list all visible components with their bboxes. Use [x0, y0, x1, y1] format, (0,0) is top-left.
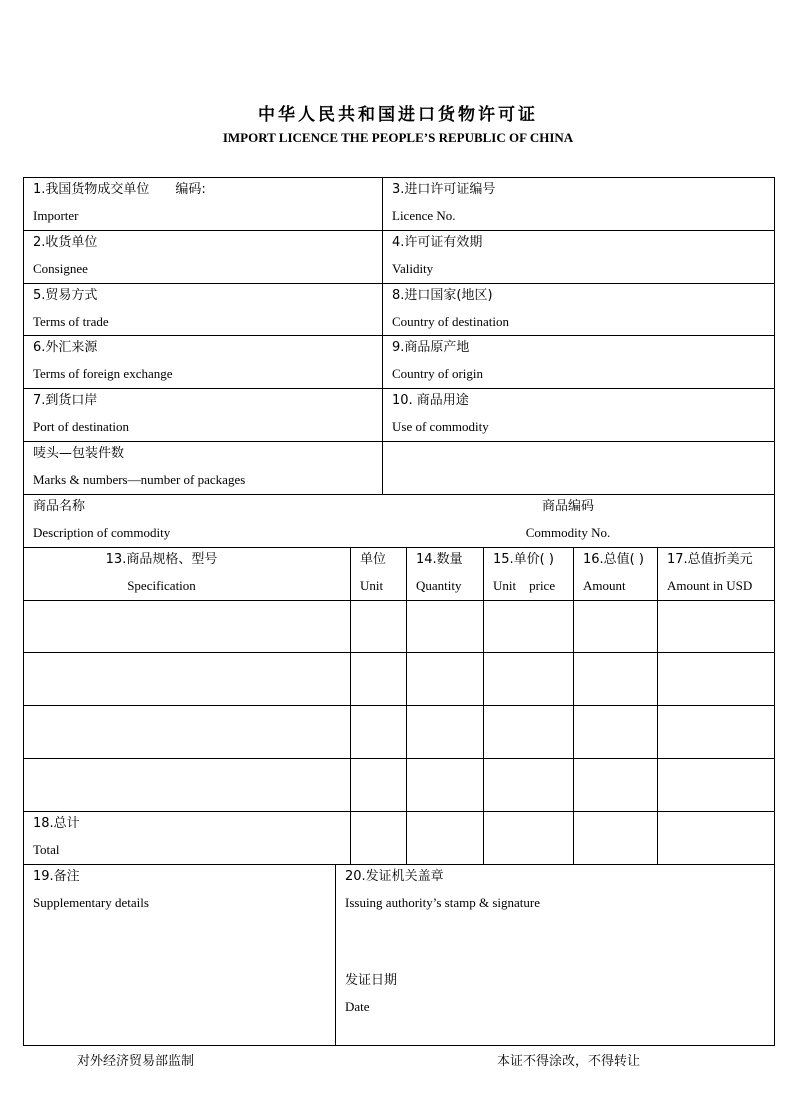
date-label-cn: 发证日期 [345, 973, 398, 988]
page-title-cn: 中华人民共和国进口货物许可证 [258, 105, 538, 125]
use-of-commodity-field [392, 388, 489, 440]
col-divider [335, 864, 336, 1046]
description-label-cn: 商品名称 [33, 499, 86, 514]
country-of-origin-field [392, 335, 483, 387]
col-divider [573, 547, 574, 864]
country-of-origin-label-en: Country of origin [392, 366, 483, 381]
importer-label-en: Importer [33, 208, 79, 223]
port-of-destination-label-cn: 7.到货口岸 [33, 393, 98, 408]
row-line [23, 652, 775, 653]
marks-field [33, 441, 245, 493]
column-header-label-en: Amount [583, 578, 626, 593]
page-title-en: IMPORT LICENCE THE PEOPLE’S REPUBLIC OF CHINA [222, 130, 574, 145]
use-of-commodity-label-en: Use of commodity [392, 419, 489, 434]
column-header-unit [360, 547, 386, 599]
commodity-no-label-en: Commodity No. [525, 525, 611, 540]
col-divider [350, 547, 351, 864]
terms-of-trade-label-en: Terms of trade [33, 314, 109, 329]
col-divider [483, 547, 484, 864]
supplementary-details-field [33, 864, 149, 916]
column-header-label-cn: 单位 [360, 552, 387, 567]
terms-of-foreign-exchange-label-en: Terms of foreign exchange [33, 366, 173, 381]
consignee-field [33, 230, 97, 282]
column-header-label-cn: 15.单价( ) [493, 552, 554, 567]
footer-no-alteration-note: 本证不得涂改，不得转让 [497, 1054, 641, 1069]
total-field [33, 811, 80, 863]
terms-of-trade-label-cn: 5.贸易方式 [33, 288, 98, 303]
column-header-label-en: Unit [360, 578, 384, 593]
supplementary-label-cn: 19.备注 [33, 869, 80, 884]
column-header-label-cn: 17.总值折美元 [667, 552, 753, 567]
commodity-no-label-cn: 商品编码 [541, 499, 594, 514]
port-of-destination-label-en: Port of destination [33, 419, 130, 434]
commodity-no-field [503, 494, 633, 546]
column-header-quantity [416, 547, 463, 599]
marks-label-cn: 唛头—包装件数 [33, 446, 125, 461]
licence-no-field [392, 177, 495, 229]
column-header-label-cn: 13.商品规格、型号 [105, 552, 218, 567]
border-right [774, 177, 775, 1046]
footer-supervision-note: 对外经济贸易部监制 [77, 1054, 195, 1069]
licence-form [23, 177, 775, 1046]
validity-field [392, 230, 482, 282]
column-header-specification [23, 547, 300, 599]
validity-label-cn: 4.许可证有效期 [392, 235, 483, 250]
border-left [23, 177, 24, 1046]
consignee-label-cn: 2.收货单位 [33, 235, 98, 250]
total-label-en: Total [33, 842, 60, 857]
column-header-amount-usd [667, 547, 753, 599]
country-of-destination-label-cn: 8.进口国家(地区) [392, 288, 493, 303]
stamp-label-en: Issuing authority’s stamp & signature [345, 895, 540, 910]
column-header-label-en: Amount in USD [667, 578, 753, 593]
column-header-label-cn: 16.总值( ) [583, 552, 644, 567]
country-of-destination-label-en: Country of destination [392, 314, 509, 329]
port-of-destination-field [33, 388, 129, 440]
licence-no-label-en: Licence No. [392, 208, 456, 223]
stamp-label-cn: 20.发证机关盖章 [345, 869, 444, 884]
description-field [33, 494, 170, 546]
col-divider [382, 177, 383, 494]
importer-field [33, 177, 206, 229]
column-header-label-en: Unit price [493, 578, 556, 593]
importer-label-cn: 1.我国货物成交单位 编码: [33, 182, 206, 197]
column-header-label-cn: 14.数量 [416, 552, 463, 567]
licence-no-label-cn: 3.进口许可证编号 [392, 182, 496, 197]
row-line [23, 758, 775, 759]
validity-label-en: Validity [392, 261, 434, 276]
column-header-label-en: Quantity [416, 578, 462, 593]
row-line [23, 705, 775, 706]
country-of-origin-label-cn: 9.商品原产地 [392, 340, 470, 355]
column-header-label-en: Specification [127, 578, 196, 593]
date-label-en: Date [345, 999, 370, 1014]
border-bottom [23, 1045, 775, 1046]
issue-date-field [345, 968, 397, 1020]
country-of-destination-field [392, 283, 509, 335]
description-label-en: Description of commodity [33, 525, 171, 540]
terms-of-foreign-exchange-label-cn: 6.外汇来源 [33, 340, 98, 355]
total-label-cn: 18.总计 [33, 816, 80, 831]
marks-label-en: Marks & numbers—number of packages [33, 472, 246, 487]
column-header-amount [583, 547, 644, 599]
row-line [23, 600, 775, 601]
column-header-unit-price [493, 547, 555, 599]
use-of-commodity-label-cn: 10. 商品用途 [392, 393, 469, 408]
terms-of-foreign-exchange-field [33, 335, 173, 387]
col-divider [406, 547, 407, 864]
terms-of-trade-field [33, 283, 109, 335]
row-line [23, 811, 775, 812]
col-divider [657, 547, 658, 864]
supplementary-label-en: Supplementary details [33, 895, 149, 910]
consignee-label-en: Consignee [33, 261, 88, 276]
issuing-authority-stamp-field [345, 864, 540, 916]
